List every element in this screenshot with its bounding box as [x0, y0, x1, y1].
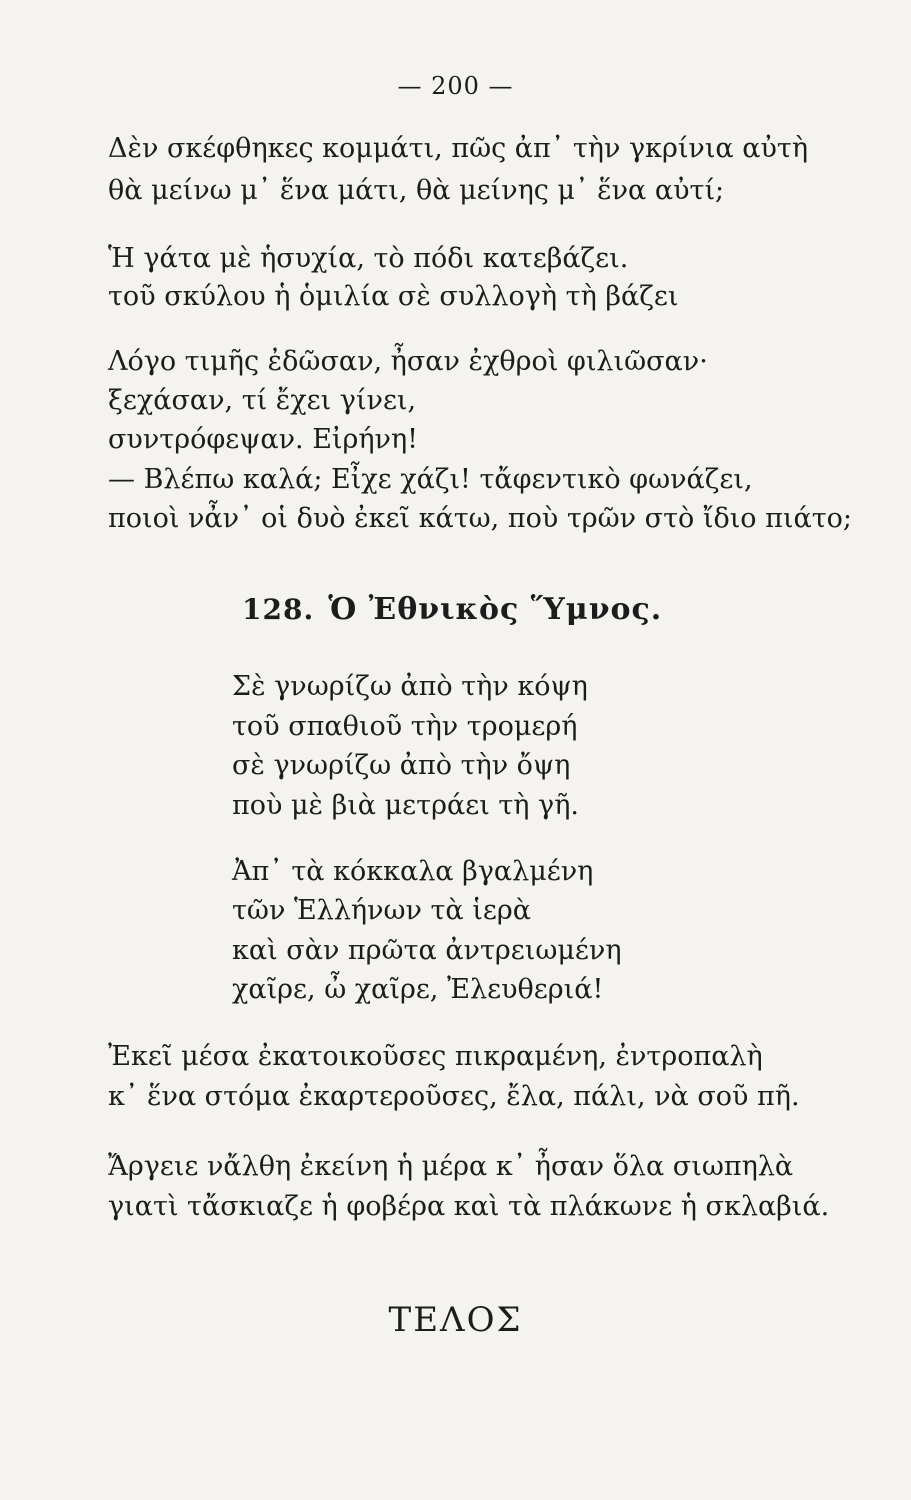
verse-line: ξεχάσαν, τί ἔχει γίνει,	[108, 385, 417, 416]
verse-line: ποιοὶ νἆν᾽ οἱ δυὸ ἐκεῖ κάτω, ποὺ τρῶν στὸ ἴδιο πιάτο;	[108, 503, 852, 534]
verse-line: καὶ σὰν πρῶτα ἀντρειωμένη	[232, 935, 622, 966]
verse-line: τοῦ σκύλου ἡ ὁμιλία σὲ συλλογὴ τὴ βάζει	[108, 281, 679, 312]
verse-line: ποὺ μὲ βιὰ μετράει τὴ γῆ.	[232, 790, 579, 821]
verse-line: Σὲ γνωρίζω ἀπὸ τὴν κόψη	[232, 671, 588, 702]
verse-line: — Βλέπω καλά; Εἶχε χάζι! τἄφεντικὸ φωνάζει,	[108, 464, 753, 495]
poem-heading	[242, 592, 662, 627]
verse-line: Λόγο τιμῆς ἐδῶσαν, ἦσαν ἐχθροὶ φιλιῶσαν·	[108, 346, 708, 377]
verse-line: σὲ γνωρίζω ἀπὸ τὴν ὄψη	[232, 750, 571, 781]
page-number: — 200 —	[397, 72, 514, 100]
verse-line: θὰ μείνω μ᾽ ἕνα μάτι, θὰ μείνης μ᾽ ἕνα αὐτί;	[108, 175, 725, 206]
poem-title: Ὁ Ἐθνικὸς Ὕμνος.	[328, 592, 663, 627]
verse-line: τῶν Ἑλλήνων τὰ ἱερὰ	[232, 895, 531, 926]
verse-line: τοῦ σπαθιοῦ τὴν τρομερή	[232, 711, 578, 742]
verse-line: Δὲν σκέφθηκες κομμάτι, πῶς ἀπ᾽ τὴν γκρίνια αὐτὴ	[108, 133, 809, 164]
verse-line: Ἀπ᾽ τὰ κόκκαλα βγαλμένη	[232, 856, 594, 887]
verse-line: Ἄργειε νἄλθη ἐκείνη ἡ μέρα κ᾽ ἦσαν ὅλα σιωπηλὰ	[108, 1151, 794, 1182]
verse-line: γιατὶ τἄσκιαζε ἡ φοβέρα καὶ τὰ πλάκωνε ἡ σκλαβιά.	[108, 1191, 830, 1222]
verse-line: Ἡ γάτα μὲ ἡσυχία, τὸ πόδι κατεβάζει.	[108, 243, 629, 274]
verse-line: χαῖρε, ὦ χαῖρε, Ἐλευθεριά!	[232, 974, 604, 1005]
verse-line: Ἐκεῖ μέσα ἐκατοικοῦσες πικραμένη, ἐντροπαλὴ	[108, 1041, 763, 1072]
verse-line: συντρόφεψαν. Εἰρήνη!	[108, 424, 418, 455]
end-text: ΤΕΛΟΣ	[388, 1300, 523, 1340]
verse-line: κ᾽ ἕνα στόμα ἐκαρτεροῦσες, ἔλα, πάλι, νὰ σοῦ πῆ.	[108, 1081, 800, 1112]
poem-number: 128.	[242, 593, 315, 626]
